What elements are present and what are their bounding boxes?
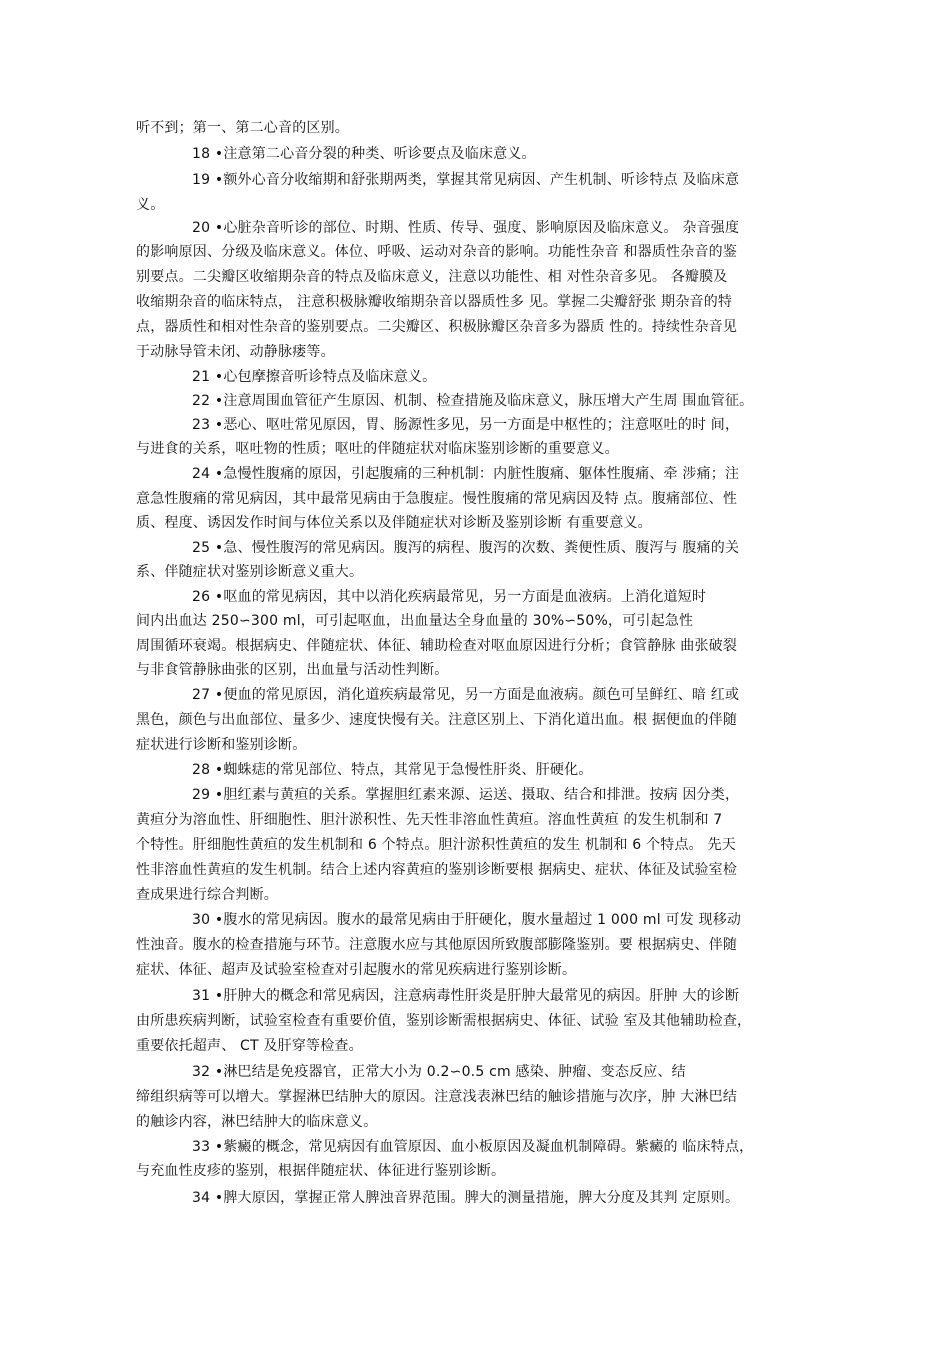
text-line: 查成果进行综合判断。 <box>136 887 278 903</box>
text-line: 与充血性皮疹的鉴别，根据伴随症状、体征进行鉴别诊断。 <box>136 1163 506 1179</box>
text-line: 的触诊内容，淋巴结肿大的临床意义。 <box>136 1114 378 1130</box>
text-line: 间内出血达 250∽300 ml，可引起呕血，出血量达全身血量的 30%∽50%，可引起急性 <box>136 613 694 629</box>
text-line: 系、伴随症状对鉴别诊断意义重大。 <box>136 564 364 580</box>
text-line: 别要点。二尖瓣区收缩期杂音的特点及临床意义，注意以功能性、相 对性杂音多见。 各瓣膜及 <box>136 269 728 285</box>
text-line: 症状进行诊断和鉴别诊断。 <box>136 737 307 753</box>
text-line: 21 •心包摩擦音听诊特点及临床意义。 <box>192 369 437 385</box>
text-line: 性浊音。腹水的检查措施与环节。注意腹水应与其他原因所致腹部膨隆鉴别。要 根据病史、伴随 <box>136 937 738 953</box>
text-line: 34 •脾大原因，掌握正常人脾浊音界范围。脾大的测量措施，脾大分度及其判 定原则。 <box>192 1190 740 1206</box>
text-line: 性非溶血性黄疸的发生机制。结合上述内容黄疸的鉴别诊断要根 据病史、症状、体征及试验室检 <box>136 862 738 878</box>
text-line: 听不到；第一、第二心音的区别。 <box>136 120 349 136</box>
text-line: 点，器质性和相对性杂音的鉴别要点。二尖瓣区、积极脉瓣区杂音多为器质 性的。持续性杂音见 <box>136 319 738 335</box>
text-line: 于动脉导管未闭、动静脉瘘等。 <box>136 344 335 360</box>
text-line: 黑色，颜色与出血部位、量多少、速度快慢有关。注意区别上、下消化道出血。根 据便血的伴随 <box>136 712 738 728</box>
text-line: 33 •紫癜的概念，常见病因有血管原因、血小板原因及凝血机制障碍。紫癜的 临床特点， <box>192 1139 754 1155</box>
text-line: 缔组织病等可以增大。掌握淋巴结肿大的原因。注意浅表淋巴结的触诊措施与次序，肿 大淋巴结 <box>136 1089 738 1105</box>
text-line: 22 •注意周围血管征产生原因、机制、检查措施及临床意义，脉压增大产生周 围血管征。 <box>192 393 754 409</box>
text-line: 重要依托超声、 CT 及肝穿等检查。 <box>136 1038 363 1054</box>
text-line: 的影响原因、分级及临床意义。体位、呼吸、运动对杂音的影响。功能性杂音 和器质性杂音的鉴 <box>136 244 738 260</box>
text-line: 义。 <box>136 197 165 213</box>
text-line: 31 •肝肿大的概念和常见病因，注意病毒性肝炎是肝肿大最常见的病因。肝肿 大的诊断 <box>192 988 740 1004</box>
text-line: 32 •淋巴结是免疫器官，正常大小为 0.2∽0.5 cm 感染、肿瘤、变态反应、结 <box>192 1064 686 1080</box>
text-line: 20 •心脏杂音听诊的部位、时期、性质、传导、强度、影响原因及临床意义。 杂音强度 <box>192 220 740 236</box>
text-line: 收缩期杂音的临床特点， 注意积极脉瓣收缩期杂音以器质性多 见。掌握二尖瓣舒张 期杂音的特 <box>136 294 733 310</box>
text-line: 23 •恶心、呕吐常见原因，胃、肠源性多见，另一方面是中枢性的；注意呕吐的时 间， <box>192 417 740 433</box>
text-line: 18 •注意第二心音分裂的种类、听诊要点及临床意义。 <box>192 146 536 162</box>
text-line: 26 •呕血的常见病因，其中以消化疾病最常见，另一方面是血液病。上消化道短时 <box>192 589 707 605</box>
text-line: 由所患疾病判断，试验室检查有重要价值，鉴别诊断需根据病史、体征、试验 室及其他辅助检查， <box>136 1013 752 1029</box>
text-line: 与进食的关系，呕吐物的性质；呕吐的伴随症状对临床鉴别诊断的重要意义。 <box>136 441 619 457</box>
text-line: 27 •便血的常见原因，消化道疾病最常见，另一方面是血液病。颜色可呈鲜红、暗 红或 <box>192 687 740 703</box>
text-line: 周围循环衰竭。根据病史、伴随症状、体征、辅助检查对呕血原因进行分析；食管静脉 曲张破裂 <box>136 638 738 654</box>
text-line: 质、程度、诱因发作时间与体位关系以及伴随症状对诊断及鉴别诊断 有重要意义。 <box>136 515 652 531</box>
text-line: 28 •蜘蛛痣的常见部位、特点，其常见于急慢性肝炎、肝硬化。 <box>192 762 593 778</box>
text-line: 30 •腹水的常见病因。腹水的最常见病由于肝硬化，腹水量超过 1 000 ml 可发 现移动 <box>192 912 742 928</box>
text-line: 25 •急、慢性腹泻的常见病因。腹泻的病程、腹泻的次数、粪便性质、腹泻与 腹痛的关 <box>192 540 740 556</box>
text-line: 与非食管静脉曲张的区别，出血量与活动性判断。 <box>136 662 449 678</box>
text-line: 24 •急慢性腹痛的原因，引起腹痛的三种机制：内脏性腹痛、躯体性腹痛、牵 涉痛；注 <box>192 466 740 482</box>
text-line: 黄疸分为溶血性、肝细胞性、胆汁淤积性、先天性非溶血性黄疸。溶血性黄疸 的发生机制和 7 <box>136 812 723 828</box>
text-line: 意急性腹痛的常见病因，其中最常见病由于急腹症。慢性腹痛的常见病因及特 点。腹痛部位、性 <box>136 491 738 507</box>
text-line: 症状、体征、超声及试验室检查对引起腹水的常见疾病进行鉴别诊断。 <box>136 962 577 978</box>
text-line: 19 •额外心音分收缩期和舒张期两类，掌握其常见病因、产生机制、听诊特点 及临床意 <box>192 172 740 188</box>
text-line: 个特性。肝细胞性黄疸的发生机制和 6 个特点。胆汁淤积性黄疸的发生 机制和 6 个特点。 先天 <box>136 837 736 853</box>
text-line: 29 •胆红素与黄疸的关系。掌握胆红素来源、运送、摄取、结合和排泄。按病 因分类， <box>192 787 740 803</box>
